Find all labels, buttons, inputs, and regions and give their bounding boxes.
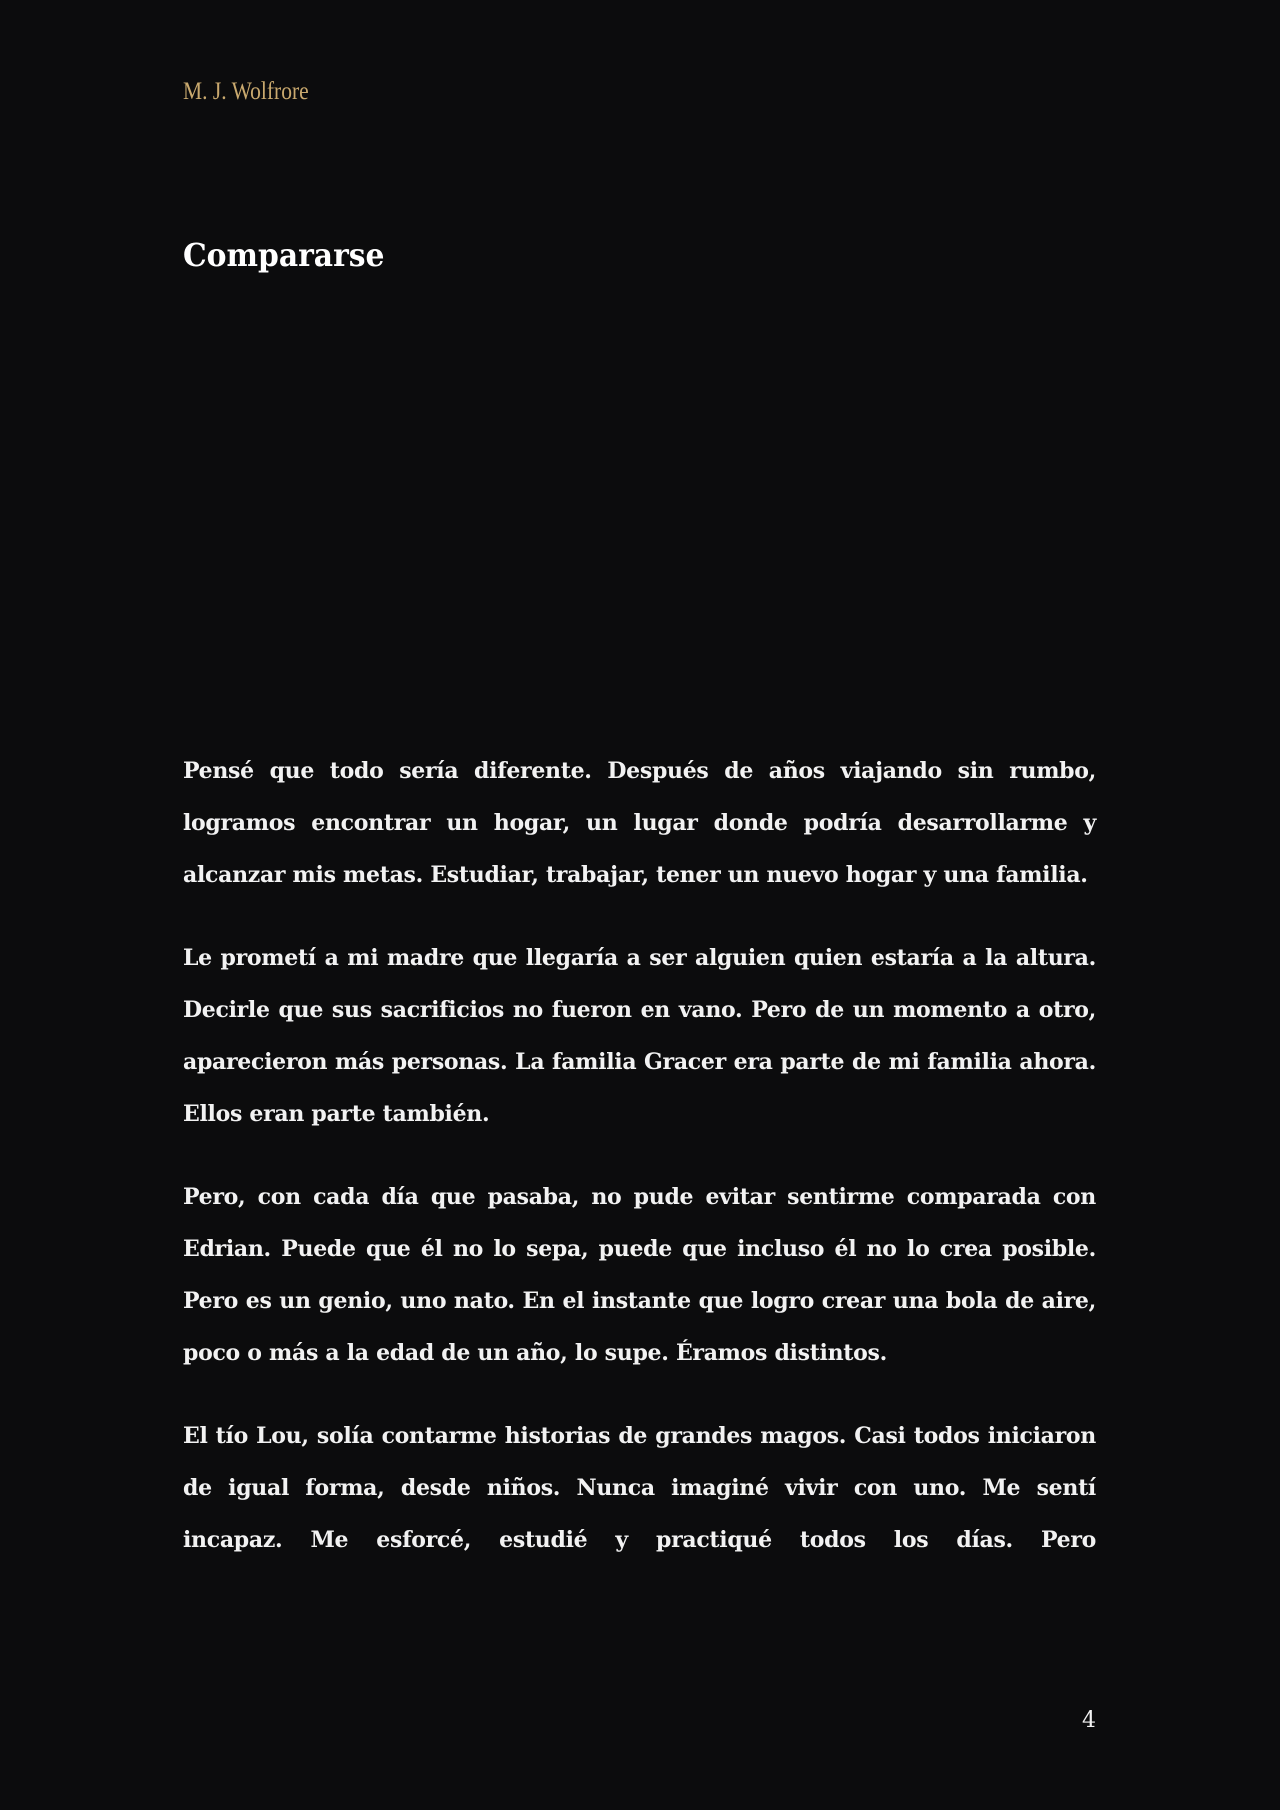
paragraph: El tío Lou, solía contarme historias de grandes magos. Casi todos iniciaron de igual forma, desde niños. Nunca imaginé vivir con uno. Me sentí incapaz. Me esforcé, estudié y practiqué todos los días. Pero bbox=[183, 1423, 1096, 1553]
paragraph: Pero, con cada día que pasaba, no pude evitar sentirme comparada con Edrian. Puede que él no lo sepa, puede que incluso él no lo crea posible. Pero es un genio, uno nato. En el instante que logro crear una bola de aire, poco o más a la edad de un año, lo supe. Éramos distintos. bbox=[183, 1184, 1096, 1366]
paragraph: Le prometí a mi madre que llegaría a ser alguien quien estaría a la altura. Decirle que sus sacrificios no fueron en vano. Pero de un momento a otro, aparecieron más personas. La familia Gracer era parte de mi familia ahora. Ellos eran parte también. bbox=[183, 945, 1096, 1127]
running-header-author: M. J. Wolfrore bbox=[183, 78, 309, 105]
paragraph: Pensé que todo sería diferente. Después de años viajando sin rumbo, logramos encontrar un hogar, un lugar donde podría desarrollarme y alcanzar mis metas. Estudiar, trabajar, tener un nuevo hogar y una familia. bbox=[183, 758, 1096, 888]
chapter-body bbox=[183, 745, 1096, 1597]
page-number: 4 bbox=[1082, 1708, 1096, 1733]
chapter-title: Compararse bbox=[183, 236, 385, 274]
